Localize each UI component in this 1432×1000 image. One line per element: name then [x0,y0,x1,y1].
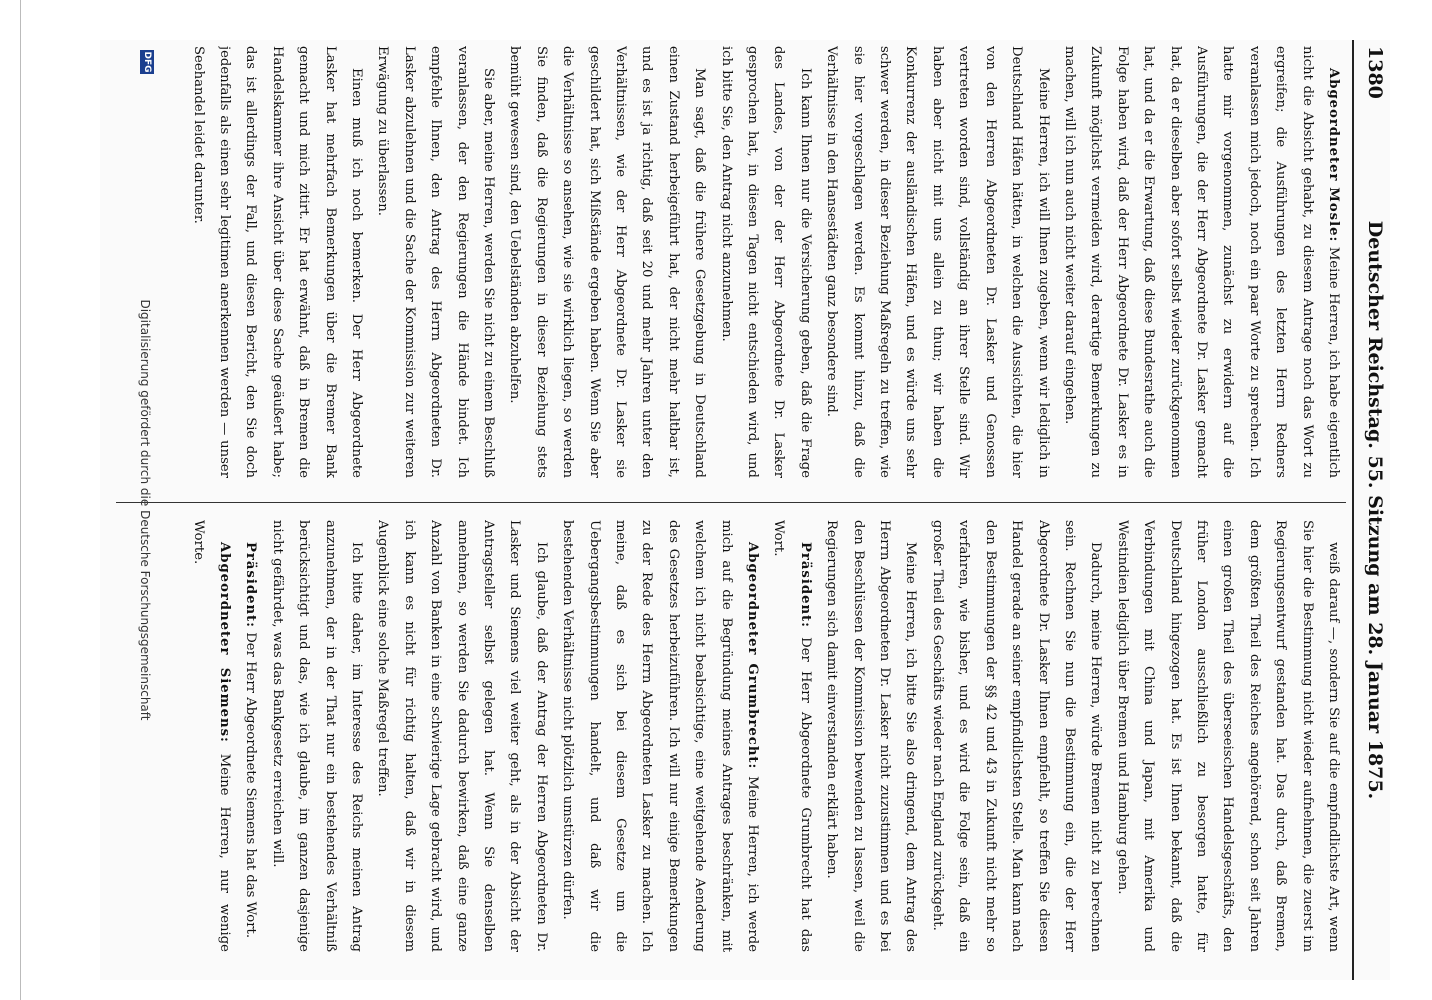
paragraph-text: Man sagt, daß die frühere Gesetzgebung in Deutschland einen Zustand herbeigeführt hat, der nicht mehr haltbar ist, und es ist ja richtig, daß seit 20 und mehr Jahren unter den Verhältnissen, wie der Herr Abgeordnete Dr. Lasker sie geschildert hat, sich Mißstände ergeben haben. Wenn Sie aber die Verhältnisse so ansehen, wie sie wirklich liegen, so werden Sie finden, daß die Regierungen in dieser Beziehung stets bemüht gewesen sind, den Uebelständen abzuhelfen. [507,46,708,478]
paragraph [818,520,924,952]
speaker-name: Abgeordneter Siemens: [216,542,232,743]
paragraph [765,520,818,952]
left-column [106,46,1346,478]
paragraph-text: Der Herr Abgeordnete Siemens hat das Wort. [243,632,259,939]
page-number: 1380 [1364,46,1386,99]
paragraph-text: Meine Herren, ich bitte Sie also dringend, dem Antrag des Herrn Abgeordneten Dr. Lasker nicht zuzustimmen und es bei den Beschlüssen der Kommission bewenden zu lassen, weil die Regierungen sich damit einverstanden erklärt haben. [824,520,919,952]
paragraph-text: Meine Herren, ich habe eigentlich nicht die Absicht gehabt, zu diesem Antrage noch das Wort zu ergreifen; die Ausführungen des letzten Herrn Redners veranlassen mich jedoch, noch ein paar Worte zu sprechen. Ich hatte mir vorgenommen, zunächst zu erwidern auf die Ausführungen, die der Herr Abgeordnete Dr. Lasker gemacht hat, da er dieselben aber sofort selbst wieder zurückgenommen hat, und da er die Erwartung, daß diese Bundesrathe auch die Folge haben wird, daß der Herr Abgeordnete Dr. Lasker es in Zukunft möglichst vermeiden wird, derartige Bemerkungen zu machen, will ich nun auch nicht weiter darauf eingehen. [1061,46,1341,478]
paragraph [818,46,1056,478]
paragraph-text: Sie aber, meine Herren, werden Sie nicht zu einem Beschluß veranlassen, der den Regierungen die Hände bindet. Ich empfehle Ihnen, den Antrag des Herrn Abgeordneten Dr. Lasker abzulehnen und die Sache der Kommission zur weiteren Erwägung zu überlassen. [375,46,496,478]
paragraph-text: Meine Herren, nur wenige Worte. [190,520,232,952]
paragraph [184,46,369,478]
paragraph-text: Ich bitte daher, im Interesse des Reichs meinen Antrag anzunehmen, der in der That nur ein bestehendes Verhältniß berücksichtigt und das, wie ich glaube, im ganzen dasjenige nicht gefährdet, was das Bankgesetz erreichen will. [269,520,364,952]
speaker-name: Abgeordneter Grumbrecht: [745,542,761,770]
speaker-name: Abgeordneter Mosle: [1326,68,1341,243]
paragraph [1056,46,1346,478]
paragraph [369,520,554,952]
funding-note: Digitalisierung gefördert durch die Deutsche Forschungsgemeinschaft [138,299,152,721]
dfg-logo: DFG [142,51,152,73]
header-rule [1352,40,1354,980]
paragraph [924,520,1109,952]
paragraph-text: Dadurch, meine Herren, würde Bremen nicht zu berechnen sein. Rechnen Sie nun die Bestimmung ein, die der Herr Abgeordnete Dr. Lasker Ihnen empfiehlt, so treffen Sie diesen Handel gerade an seiner empfindlichsten Stelle. Man kann nach den Bestimmungen der §§ 42 und 43 in Zukunft nicht mehr so verfahren, wie bisher, und es wird die Folge sein, daß ein großer Theil des Geschäfts wieder nach England zurückgeht. [929,520,1104,952]
right-column [106,520,1346,952]
paragraph-text: weiß darauf —, sondern Sie auf die empfindlichste Art, wenn Sie hier die Bestimmung nicht wieder aufnehmen, die zuerst im Regierungsentwurf gestanden hat. Das durch, daß Bremen, dem größten Theil des Reiches angehörend, schon seit Jahren einen großen Theil des überseeischen Handelsgeschäfts, den früher London ausschließlich zu besorgen hatte, für Deutschland hingezogen hat. Es ist Ihnen bekannt, daß die Verbindungen mit China und Japan, mit Amerika und Westindien lediglich über Bremen und Hamburg gehen. [1114,520,1341,952]
paragraph [237,520,263,952]
speaker-name: Präsident: [797,542,813,629]
paragraph [184,520,237,952]
paragraph-text: Meine Herren, ich will Ihnen zugeben, wenn wir lediglich in Deutschland Häfen hätten, in welchen die Aussichten, die hier von den Herren Abgeordneten Dr. Lasker und Genossen vertreten worden sind, vollständig an ihrer Stelle sind. Wir haben aber nicht mit uns allein zu thun; wir haben die Konkurrenz der ausländischen Häfen, und es würde uns sehr schwer werden, in dieser Beziehung Maßregeln zu treffen, wie sie hier vorgeschlagen werden. Es kommt hinzu, daß die Verhältnisse in den Hansestädten ganz besondere sind. [824,46,1051,478]
page-header [1356,40,1390,980]
page-title: Deutscher Reichstag. 55. Sitzung am 28. Januar 1875. [1364,220,1386,800]
paragraph-text: Meine Herren, ich werde mich auf die Begründung meines Antrages beschränken, mit welchem ich nicht beabsichtige, eine weitgehende Aenderung des Gesetzes herbeizuführen. Ich will nur einige Bemerkungen zu der Rede des Herrn Abgeordneten Lasker zu machen. Ich meine, daß es sich bei diesem Gesetze um die Uebergangsbestimmungen handelt, und daß wir die bestehenden Verhältnisse nicht plötzlich umstürzen dürfen. [560,520,761,952]
paragraph [501,46,712,478]
paragraph-text: Ich glaube, daß der Antrag der Herren Abgeordneten Dr. Lasker und Siemens viel weiter geht, als in der Absicht der Antragsteller selbst gelegen hat. Wenn Sie denselben annehmen, so werden Sie dadurch bewirken, daß eine ganze Anzahl von Banken in eine schwierige Lage gebracht wird, und ich kann es nicht für richtig halten, daß wir in diesem Augenblick eine solche Maßregel treffen. [375,520,549,952]
scan-edge [20,0,21,1000]
paragraph-text: Der Herr Abgeordnete Grumbrecht hat das Wort. [771,520,813,952]
paragraph [554,520,765,952]
paragraph-text: Einen muß ich noch bemerken. Der Herr Abgeordnete Lasker hat mehrfach Bemerkungen über die Bremer Bank gemacht und mich zitirt. Er hat erwähnt, daß in Bremen die Handelskammer ihre Ansicht über diese Sache geäußert habe; das ist allerdings der Fall, und diesen Bericht, den Sie doch jedenfalls als einen sehr legitimen anerkennen werden — unser Seehandel leidet darunter. [190,46,364,478]
paragraph [1108,520,1346,952]
paragraph-text: Ich kann Ihnen nur die Versicherung geben, daß die Frage des Landes, von der der Herr Abgeordnete Dr. Lasker gesprochen hat, in diesen Tagen nicht entschieden wird, und ich bitte Sie, den Antrag nicht anzunehmen. [718,46,813,478]
paragraph [369,46,501,478]
speaker-name: Präsident: [243,542,259,629]
document-page [100,40,1390,980]
paragraph [712,46,818,478]
column-divider [116,502,1346,503]
paragraph [263,520,369,952]
